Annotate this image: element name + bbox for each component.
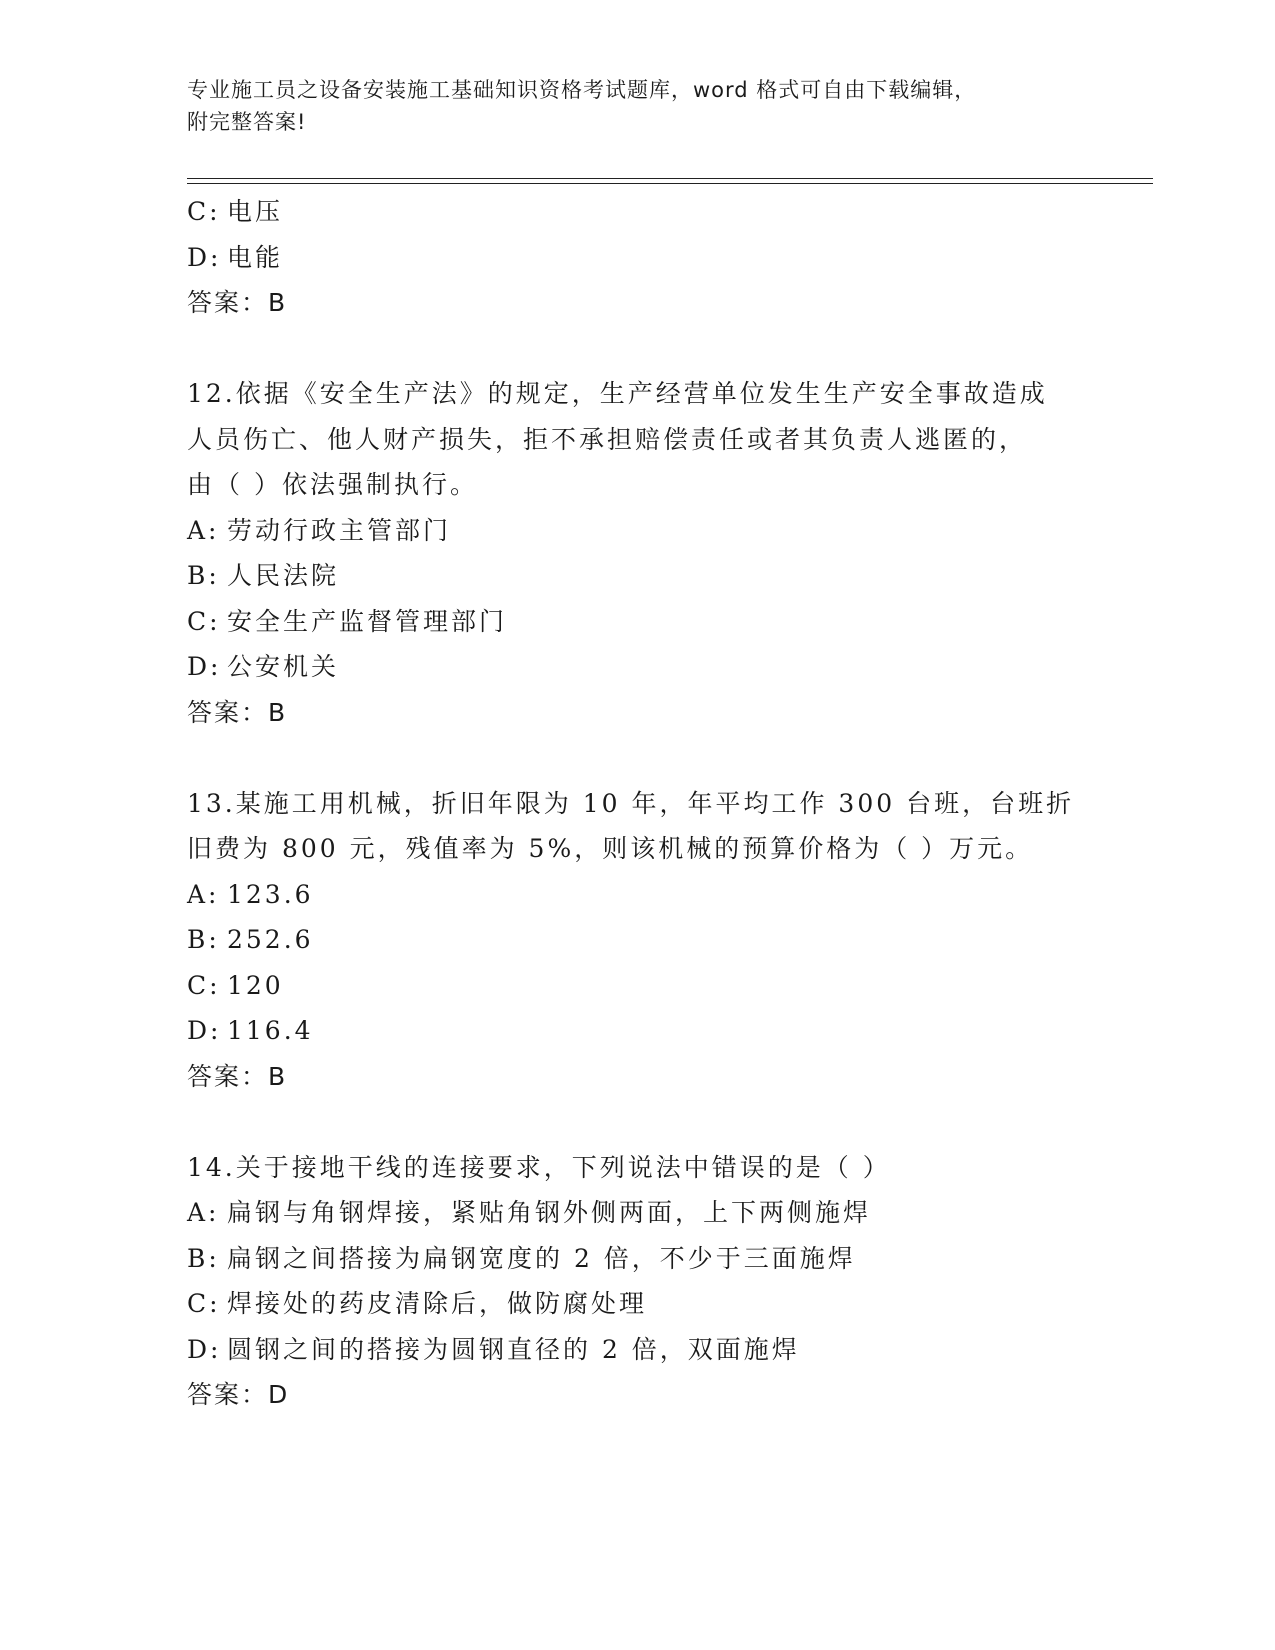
- header-divider-top: [187, 178, 1153, 179]
- option-a: A: 123.6: [187, 879, 314, 909]
- document-header: [187, 74, 1067, 138]
- option-b: B: 人民法院: [187, 561, 340, 590]
- option-c: C: 120: [187, 970, 284, 1000]
- question-12: [187, 371, 1153, 735]
- header-line-2: 附完整答案!: [187, 110, 307, 134]
- option-c: C: 电压: [187, 197, 284, 226]
- option-a: A: 扁钢与角钢焊接，紧贴角钢外侧两面，上下两侧施焊: [187, 1198, 872, 1227]
- question-stem: 13.某施工用机械，折旧年限为 10 年，年平均工作 300 台班，台班折: [187, 788, 1075, 818]
- header-line-1: 专业施工员之设备安装施工基础知识资格考试题库，word 格式可自由下载编辑，: [187, 78, 977, 102]
- option-c: C: 焊接处的药皮清除后，做防腐处理: [187, 1289, 648, 1318]
- question-stem: 人员伤亡、他人财产损失，拒不承担赔偿责任或者其负责人逃匿的，: [187, 424, 1028, 454]
- question-stem: 12.依据《安全生产法》的规定，生产经营单位发生生产安全事故造成: [187, 379, 1048, 408]
- option-d: D: 圆钢之间的搭接为圆钢直径的 2 倍，双面施焊: [187, 1334, 800, 1364]
- option-b: B: 扁钢之间搭接为扁钢宽度的 2 倍，不少于三面施焊: [187, 1243, 856, 1273]
- header-divider-bottom: [187, 183, 1153, 184]
- option-d: D: 公安机关: [187, 652, 340, 681]
- question-stem: 旧费为 800 元，残值率为 5%，则该机械的预算价格为（ ）万元。: [187, 834, 1034, 863]
- question-stem: 由（ ）依法强制执行。: [187, 470, 478, 499]
- option-c: C: 安全生产监督管理部门: [187, 606, 508, 636]
- question-11-continued: [187, 189, 1153, 326]
- question-stem: 14.关于接地干线的连接要求，下列说法中错误的是（ ）: [187, 1152, 891, 1182]
- option-a: A: 劳动行政主管部门: [187, 515, 452, 545]
- answer-line: 答案：D: [187, 1380, 290, 1409]
- question-14: [187, 1145, 1153, 1418]
- question-13: [187, 781, 1153, 1100]
- answer-line: 答案：B: [187, 697, 288, 727]
- option-b: B: 252.6: [187, 925, 314, 954]
- answer-line: 答案：B: [187, 288, 288, 317]
- option-d: D: 116.4: [187, 1016, 314, 1045]
- option-d: D: 电能: [187, 242, 284, 272]
- answer-line: 答案：B: [187, 1061, 288, 1091]
- question-list: [187, 189, 1153, 1418]
